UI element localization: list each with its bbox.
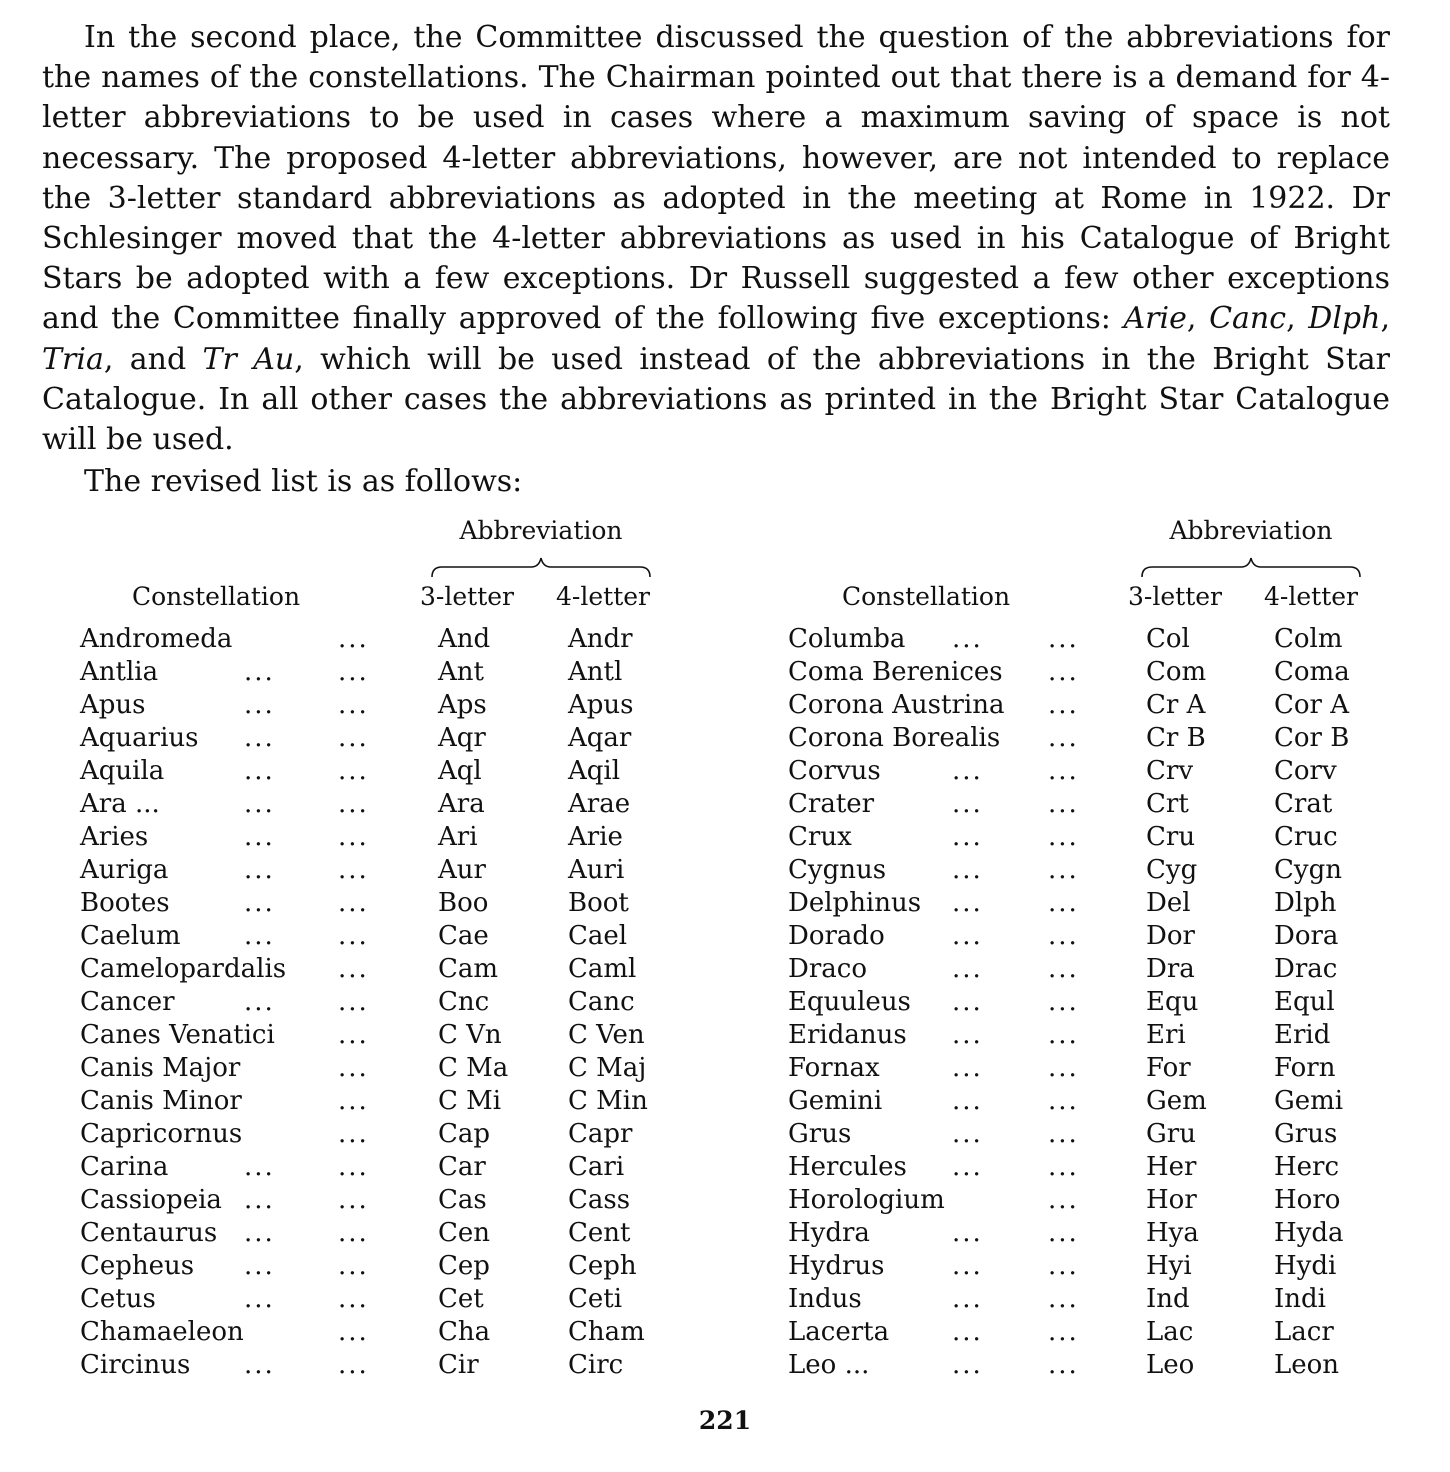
constellation-name: Aries	[80, 822, 149, 852]
abbreviation-3-letter: Hor	[1146, 1185, 1197, 1215]
leader-dots: ...	[1048, 1119, 1079, 1149]
leader-dots: ...	[1048, 822, 1079, 852]
constellation-name: Hydrus	[788, 1251, 885, 1281]
leader-dots: ...	[952, 1119, 983, 1149]
leader-dots: ...	[338, 1284, 369, 1314]
constellation-name: Aquarius	[80, 723, 199, 753]
leader-dots: ...	[1048, 756, 1079, 786]
abbreviation-3-letter: Cr A	[1146, 690, 1206, 720]
abbreviation-4-letter: Corv	[1274, 756, 1337, 786]
leader-dots: ...	[1048, 690, 1079, 720]
leader-dots: ...	[338, 1119, 369, 1149]
abbreviation-4-letter: Cruc	[1274, 822, 1338, 852]
abbreviation-4-letter: Forn	[1274, 1053, 1336, 1083]
leader-dots: ...	[1048, 921, 1079, 951]
abbreviation-3-letter: Cru	[1146, 822, 1196, 852]
constellation-name: Apus	[80, 690, 146, 720]
constellation-name: Caelum	[80, 921, 181, 951]
leader-dots: ...	[952, 1317, 983, 1347]
table-row	[0, 1019, 1450, 1052]
right-abbreviation-header: Abbreviation	[1169, 516, 1333, 545]
leader-dots: ...	[244, 756, 275, 786]
abbreviation-3-letter: Leo	[1146, 1350, 1195, 1380]
table-row	[0, 1316, 1450, 1349]
abbreviation-3-letter: Cnc	[438, 987, 490, 1017]
constellation-name: Crux	[788, 822, 852, 852]
abbreviation-3-letter: Boo	[438, 888, 489, 918]
abbreviation-3-letter: Equ	[1146, 987, 1199, 1017]
abbreviation-3-letter: Crv	[1146, 756, 1194, 786]
table-row	[0, 1151, 1450, 1184]
abbreviation-4-letter: Cor B	[1274, 723, 1350, 753]
constellation-name: Hercules	[788, 1152, 907, 1182]
abbreviation-3-letter: C Ma	[438, 1053, 509, 1083]
abbreviation-3-letter: Cr B	[1146, 723, 1206, 753]
abbreviation-4-letter: Leon	[1274, 1350, 1340, 1380]
leader-dots: ...	[952, 822, 983, 852]
exception-tria: Tria	[42, 341, 104, 377]
constellation-name: Leo ...	[788, 1350, 870, 1380]
leader-dots: ...	[1048, 1218, 1079, 1248]
leader-dots: ...	[952, 1251, 983, 1281]
abbreviation-3-letter: Del	[1146, 888, 1191, 918]
constellation-name: Fornax	[788, 1053, 880, 1083]
constellation-name: Cetus	[80, 1284, 156, 1314]
constellation-name: Ara ...	[80, 789, 160, 819]
constellation-name: Dorado	[788, 921, 885, 951]
abbreviation-3-letter: C Vn	[438, 1020, 502, 1050]
abbreviation-4-letter: Aqil	[568, 756, 621, 786]
abbreviation-4-letter: C Min	[568, 1086, 648, 1116]
table-row	[0, 854, 1450, 887]
abbreviation-4-letter: Capr	[568, 1119, 633, 1149]
abbreviation-4-letter: Aqar	[568, 723, 632, 753]
abbreviation-3-letter: Aql	[438, 756, 482, 786]
leader-dots: ...	[244, 987, 275, 1017]
abbreviation-3-letter: Cha	[438, 1317, 491, 1347]
leader-dots: ...	[338, 1218, 369, 1248]
leader-dots: ...	[244, 723, 275, 753]
leader-dots: ...	[244, 1284, 275, 1314]
exception-tr-au: Tr Au	[202, 341, 295, 377]
leader-dots: ...	[338, 657, 369, 687]
abbreviation-3-letter: Cae	[438, 921, 489, 951]
abbreviation-4-letter: Apus	[568, 690, 634, 720]
leader-dots: ...	[1048, 987, 1079, 1017]
constellation-name: Capricornus	[80, 1119, 243, 1149]
constellation-name: Cygnus	[788, 855, 887, 885]
leader-dots: ...	[338, 789, 369, 819]
leader-dots: ...	[952, 921, 983, 951]
table-row	[0, 656, 1450, 689]
leader-dots: ...	[1048, 1152, 1079, 1182]
abbreviation-3-letter: Aqr	[438, 723, 486, 753]
abbreviation-3-letter: Aps	[438, 690, 487, 720]
abbreviation-3-letter: Eri	[1146, 1020, 1186, 1050]
left-4-letter-header: 4-letter	[556, 582, 650, 611]
constellation-name: Chamaeleon	[80, 1317, 244, 1347]
abbreviation-3-letter: Ant	[438, 657, 484, 687]
abbreviation-3-letter: Car	[438, 1152, 486, 1182]
abbreviation-4-letter: Ceti	[568, 1284, 623, 1314]
abbreviation-4-letter: Hyda	[1274, 1218, 1344, 1248]
constellation-name: Draco	[788, 954, 867, 984]
abbreviation-4-letter: Drac	[1274, 954, 1338, 984]
abbreviation-4-letter: Boot	[568, 888, 629, 918]
constellation-name: Canes Venatici	[80, 1020, 275, 1050]
constellation-name: Columba	[788, 624, 906, 654]
leader-dots: ...	[1048, 1020, 1079, 1050]
right-brace-icon	[1140, 555, 1362, 579]
abbreviation-3-letter: And	[438, 624, 491, 654]
abbreviation-4-letter: Circ	[568, 1350, 624, 1380]
abbreviation-4-letter: Canc	[568, 987, 635, 1017]
leader-dots: ...	[952, 1020, 983, 1050]
table-row	[0, 821, 1450, 854]
separator: ,	[1186, 301, 1210, 337]
constellation-name: Antlia	[80, 657, 159, 687]
abbreviation-4-letter: Dora	[1274, 921, 1339, 951]
separator: ,	[1286, 301, 1309, 337]
right-3-letter-header: 3-letter	[1128, 582, 1222, 611]
leader-dots: ...	[952, 1350, 983, 1380]
abbreviation-3-letter: Gem	[1146, 1086, 1207, 1116]
abbreviation-3-letter: Hya	[1146, 1218, 1199, 1248]
abbreviation-3-letter: Hyi	[1146, 1251, 1192, 1281]
leader-dots: ...	[338, 888, 369, 918]
abbreviation-3-letter: Ari	[438, 822, 478, 852]
abbreviation-4-letter: Hydi	[1274, 1251, 1337, 1281]
leader-dots: ...	[1048, 1185, 1079, 1215]
constellation-name: Andromeda	[80, 624, 233, 654]
table-row	[0, 689, 1450, 722]
leader-dots: ...	[338, 822, 369, 852]
leader-dots: ...	[1048, 1086, 1079, 1116]
leader-dots: ...	[338, 1350, 369, 1380]
abbreviation-3-letter: Her	[1146, 1152, 1197, 1182]
left-brace-icon	[430, 555, 652, 579]
leader-dots: ...	[952, 756, 983, 786]
leader-dots: ...	[244, 1218, 275, 1248]
constellation-name: Delphinus	[788, 888, 922, 918]
table-row	[0, 1250, 1450, 1283]
abbreviation-3-letter: Aur	[438, 855, 486, 885]
abbreviation-3-letter: Col	[1146, 624, 1190, 654]
leader-dots: ...	[338, 1251, 369, 1281]
constellation-name: Corvus	[788, 756, 881, 786]
constellation-name: Coma Berenices	[788, 657, 1003, 687]
table-row	[0, 1283, 1450, 1316]
table-row	[0, 1052, 1450, 1085]
abbreviation-4-letter: Lacr	[1274, 1317, 1334, 1347]
table-row	[0, 953, 1450, 986]
abbreviation-3-letter: Lac	[1146, 1317, 1194, 1347]
abbreviation-4-letter: Crat	[1274, 789, 1333, 819]
constellation-name: Grus	[788, 1119, 852, 1149]
abbreviation-3-letter: Com	[1146, 657, 1207, 687]
abbreviation-4-letter: Cari	[568, 1152, 625, 1182]
leader-dots: ...	[1048, 855, 1079, 885]
leader-dots: ...	[338, 954, 369, 984]
constellation-name: Auriga	[80, 855, 169, 885]
leader-dots: ...	[952, 624, 983, 654]
constellation-name: Gemini	[788, 1086, 883, 1116]
table-row	[0, 1085, 1450, 1118]
leader-dots: ...	[338, 921, 369, 951]
leader-dots: ...	[338, 1086, 369, 1116]
exception-dlph: Dlph	[1308, 301, 1381, 337]
leader-dots: ...	[338, 1317, 369, 1347]
list-intro: The revised list is as follows:	[84, 464, 523, 499]
abbreviation-3-letter: Cep	[438, 1251, 490, 1281]
abbreviation-4-letter: Equl	[1274, 987, 1335, 1017]
constellation-name: Circinus	[80, 1350, 191, 1380]
right-4-letter-header: 4-letter	[1264, 582, 1358, 611]
constellation-name: Aquila	[80, 756, 165, 786]
abbreviation-4-letter: Colm	[1274, 624, 1343, 654]
leader-dots: ...	[1048, 954, 1079, 984]
constellation-name: Carina	[80, 1152, 169, 1182]
abbreviation-4-letter: Erid	[1274, 1020, 1331, 1050]
leader-dots: ...	[338, 1185, 369, 1215]
leader-dots: ...	[1048, 1317, 1079, 1347]
leader-dots: ...	[244, 1185, 275, 1215]
abbreviation-4-letter: Grus	[1274, 1119, 1338, 1149]
table-row	[0, 788, 1450, 821]
leader-dots: ...	[338, 1020, 369, 1050]
leader-dots: ...	[244, 1251, 275, 1281]
abbreviation-4-letter: Horo	[1274, 1185, 1341, 1215]
leader-dots: ...	[1048, 888, 1079, 918]
abbreviation-3-letter: Cen	[438, 1218, 491, 1248]
table-row	[0, 887, 1450, 920]
leader-dots: ...	[338, 756, 369, 786]
abbreviation-3-letter: Gru	[1146, 1119, 1196, 1149]
constellation-name: Bootes	[80, 888, 170, 918]
abbreviation-4-letter: Arae	[568, 789, 631, 819]
left-abbreviation-header: Abbreviation	[459, 516, 623, 545]
leader-dots: ...	[244, 888, 275, 918]
abbreviation-4-letter: Cor A	[1274, 690, 1350, 720]
right-constellation-header: Constellation	[842, 582, 1011, 611]
leader-dots: ...	[952, 1086, 983, 1116]
abbreviation-4-letter: Cass	[568, 1185, 631, 1215]
abbreviation-4-letter: Cael	[568, 921, 628, 951]
leader-dots: ...	[244, 921, 275, 951]
abbreviation-4-letter: Andr	[568, 624, 633, 654]
left-constellation-header: Constellation	[132, 582, 301, 611]
leader-dots: ...	[338, 1152, 369, 1182]
constellation-name: Camelopardalis	[80, 954, 287, 984]
leader-dots: ...	[952, 1053, 983, 1083]
abbreviation-4-letter: Herc	[1274, 1152, 1340, 1182]
constellation-name: Horologium	[788, 1185, 945, 1215]
leader-dots: ...	[338, 987, 369, 1017]
leader-dots: ...	[952, 855, 983, 885]
abbreviation-3-letter: For	[1146, 1053, 1191, 1083]
leader-dots: ...	[244, 1152, 275, 1182]
separator: ,	[1380, 301, 1391, 337]
constellation-name: Canis Major	[80, 1053, 241, 1083]
separator: , and	[103, 341, 203, 377]
table-row	[0, 986, 1450, 1019]
abbreviation-4-letter: Cygn	[1274, 855, 1342, 885]
abbreviation-3-letter: C Mi	[438, 1086, 502, 1116]
table-row	[0, 755, 1450, 788]
constellation-name: Cancer	[80, 987, 175, 1017]
constellation-name: Corona Austrina	[788, 690, 1005, 720]
leader-dots: ...	[952, 888, 983, 918]
abbreviation-3-letter: Crt	[1146, 789, 1189, 819]
leader-dots: ...	[338, 1053, 369, 1083]
leader-dots: ...	[1048, 1053, 1079, 1083]
table-row	[0, 1184, 1450, 1217]
abbreviation-3-letter: Dor	[1146, 921, 1195, 951]
leader-dots: ...	[1048, 657, 1079, 687]
leader-dots: ...	[952, 987, 983, 1017]
paragraph-text-1: In the second place, the Committee discussed the question of the abbreviations for the names of the constellations. The Chairman pointed out that there is a demand for 4-letter abbreviations to be used in cases where a maximum saving of space is not necessary. The proposed 4-letter abbreviations, however, are not intended to replace the 3-letter standard abbreviations as adopted in the meeting at Rome in 1922. Dr Schlesinger moved that the 4-letter abbreviations as used in his Catalogue of Bright Stars be adopted with a few exceptions. Dr Russell suggested a few other exceptions and the Committee finally approved of the following five exceptions:	[42, 20, 1390, 337]
leader-dots: ...	[244, 789, 275, 819]
table-row	[0, 722, 1450, 755]
constellation-name: Corona Borealis	[788, 723, 1001, 753]
abbreviation-4-letter: Coma	[1274, 657, 1350, 687]
abbreviation-3-letter: Ind	[1146, 1284, 1190, 1314]
leader-dots: ...	[338, 624, 369, 654]
abbreviation-4-letter: Auri	[568, 855, 625, 885]
leader-dots: ...	[1048, 1251, 1079, 1281]
leader-dots: ...	[244, 657, 275, 687]
constellation-name: Cepheus	[80, 1251, 195, 1281]
leader-dots: ...	[1048, 624, 1079, 654]
leader-dots: ...	[244, 1350, 275, 1380]
constellation-name: Crater	[788, 789, 875, 819]
body-paragraph	[42, 18, 1390, 460]
abbreviation-4-letter: Dlph	[1274, 888, 1337, 918]
abbreviation-4-letter: C Maj	[568, 1053, 647, 1083]
constellation-name: Cassiopeia	[80, 1185, 222, 1215]
constellation-name: Equuleus	[788, 987, 911, 1017]
constellation-name: Canis Minor	[80, 1086, 242, 1116]
leader-dots: ...	[338, 855, 369, 885]
abbreviation-3-letter: Cyg	[1146, 855, 1198, 885]
abbreviation-3-letter: Ara	[438, 789, 485, 819]
abbreviation-4-letter: Ceph	[568, 1251, 637, 1281]
leader-dots: ...	[244, 822, 275, 852]
abbreviation-3-letter: Cir	[438, 1350, 479, 1380]
leader-dots: ...	[244, 855, 275, 885]
exception-canc: Canc	[1209, 301, 1287, 337]
leader-dots: ...	[338, 690, 369, 720]
constellation-name: Lacerta	[788, 1317, 890, 1347]
abbreviation-3-letter: Cap	[438, 1119, 491, 1149]
paragraph-text-2: , which will be used instead of the abbreviations in the Bright Star Catalogue. In all other cases the abbreviations as printed in the Bright Star Catalogue will be used.	[42, 341, 1390, 458]
abbreviation-4-letter: Cham	[568, 1317, 645, 1347]
abbreviation-3-letter: Cam	[438, 954, 499, 984]
abbreviation-4-letter: Gemi	[1274, 1086, 1344, 1116]
constellation-name: Hydra	[788, 1218, 870, 1248]
table-row	[0, 623, 1450, 656]
abbreviation-3-letter: Cas	[438, 1185, 487, 1215]
leader-dots: ...	[952, 1218, 983, 1248]
leader-dots: ...	[1048, 789, 1079, 819]
constellation-name: Eridanus	[788, 1020, 907, 1050]
leader-dots: ...	[338, 723, 369, 753]
leader-dots: ...	[952, 1152, 983, 1182]
abbreviation-4-letter: Indi	[1274, 1284, 1326, 1314]
leader-dots: ...	[952, 954, 983, 984]
left-3-letter-header: 3-letter	[420, 582, 514, 611]
constellation-name: Centaurus	[80, 1218, 218, 1248]
leader-dots: ...	[1048, 1350, 1079, 1380]
page-number: 221	[698, 1406, 752, 1435]
abbreviation-3-letter: Cet	[438, 1284, 484, 1314]
leader-dots: ...	[952, 789, 983, 819]
exception-arie: Arie	[1123, 301, 1187, 337]
abbreviation-3-letter: Dra	[1146, 954, 1195, 984]
abbreviation-4-letter: C Ven	[568, 1020, 645, 1050]
abbreviation-4-letter: Antl	[568, 657, 623, 687]
table-row	[0, 1349, 1450, 1382]
constellation-name: Indus	[788, 1284, 862, 1314]
leader-dots: ...	[1048, 723, 1079, 753]
leader-dots: ...	[952, 1284, 983, 1314]
table-row	[0, 920, 1450, 953]
table-row	[0, 1118, 1450, 1151]
table-row	[0, 1217, 1450, 1250]
abbreviation-4-letter: Cent	[568, 1218, 631, 1248]
leader-dots: ...	[244, 690, 275, 720]
abbreviation-4-letter: Arie	[568, 822, 623, 852]
abbreviation-4-letter: Caml	[568, 954, 637, 984]
leader-dots: ...	[1048, 1284, 1079, 1314]
